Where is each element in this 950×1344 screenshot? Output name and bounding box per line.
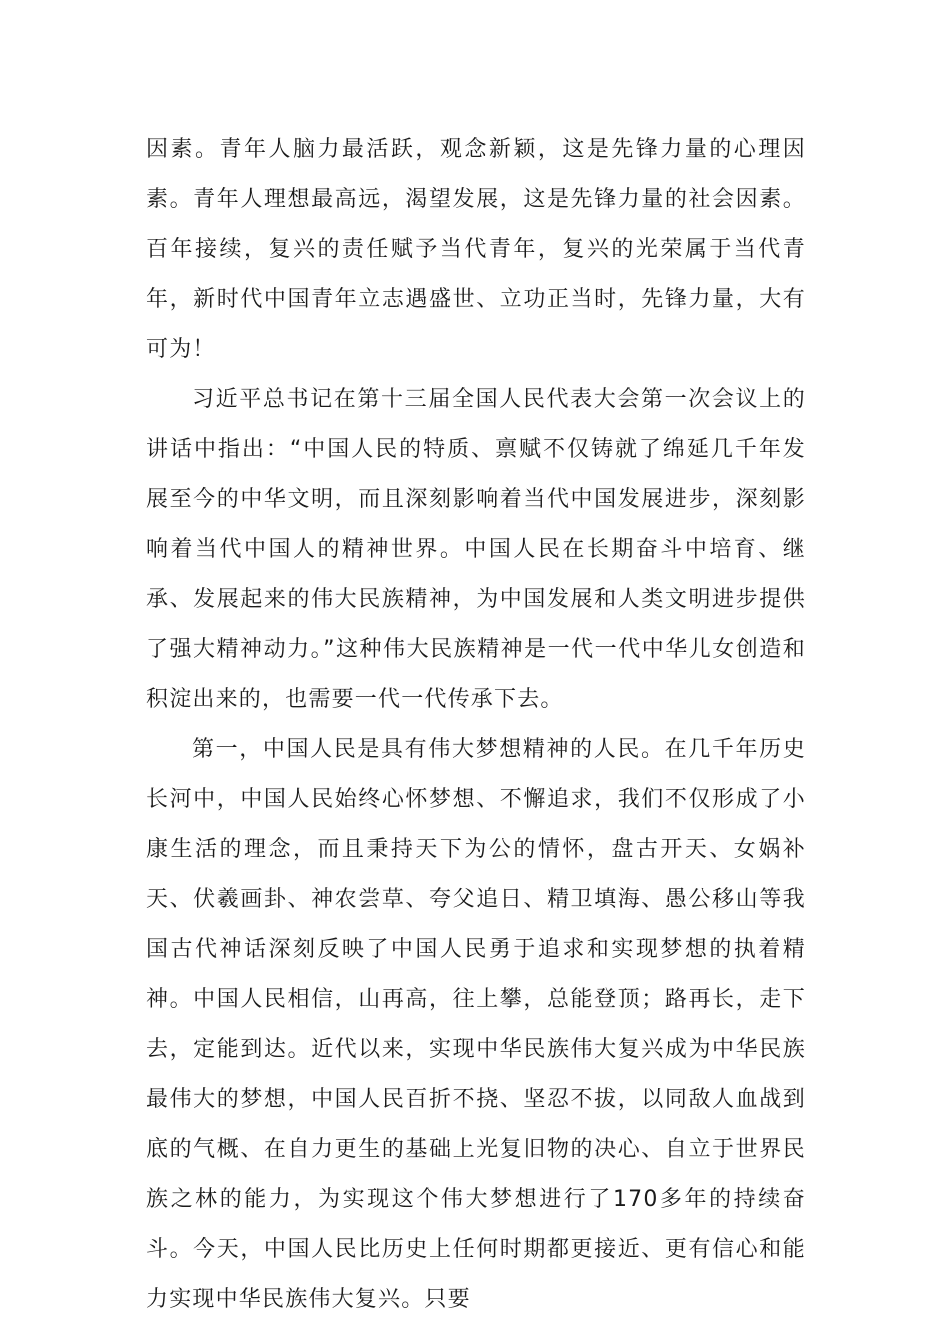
- body-text: [146, 125, 806, 1325]
- paragraph-great-dream-spirit: 第一，中国人民是具有伟大梦想精神的人民。在几千年历史长河中，中国人民始终心怀梦想、不懈追求，我们不仅形成了小康生活的理念，而且秉持天下为公的情怀，盘古开天、女娲补天、伏羲画卦、神农尝草、夸父追日、精卫填海、愚公移山等我国古代神话深刻反映了中国人民勇于追求和实现梦想的执着精神。中国人民相信，山再高，往上攀，总能登顶；路再长，走下去，定能到达。近代以来，实现中华民族伟大复兴成为中华民族最伟大的梦想，中国人民百折不挠、坚忍不拔，以同敌人血战到底的气概、在自力更生的基础上光复旧物的决心、自立于世界民族之林的能力，为实现这个伟大梦想进行了170多年的持续奋斗。今天，中国人民比历史上任何时期都更接近、更有信心和能力实现中华民族伟大复兴。只要: [146, 737, 806, 1312]
- paragraph-speech-quote: 习近平总书记在第十三届全国人民代表大会第一次会议上的讲话中指出：“中国人民的特质、禀赋不仅铸就了绵延几千年发展至今的中华文明，而且深刻影响着当代中国发展进步，深刻影响着当代中国人的精神世界。中国人民在长期奋斗中培育、继承、发展起来的伟大民族精神，为中国发展和人类文明进步提供了强大精神动力。”这种伟大民族精神是一代一代中华儿女创造和积淀出来的，也需要一代一代传承下去。: [146, 387, 806, 712]
- paragraph-continued: 因素。青年人脑力最活跃，观念新颖，这是先锋力量的心理因素。青年人理想最高远，渴望发展，这是先锋力量的社会因素。百年接续，复兴的责任赋予当代青年，复兴的光荣属于当代青年，新时代中国青年立志遇盛世、立功正当时，先锋力量，大有可为！: [146, 137, 806, 362]
